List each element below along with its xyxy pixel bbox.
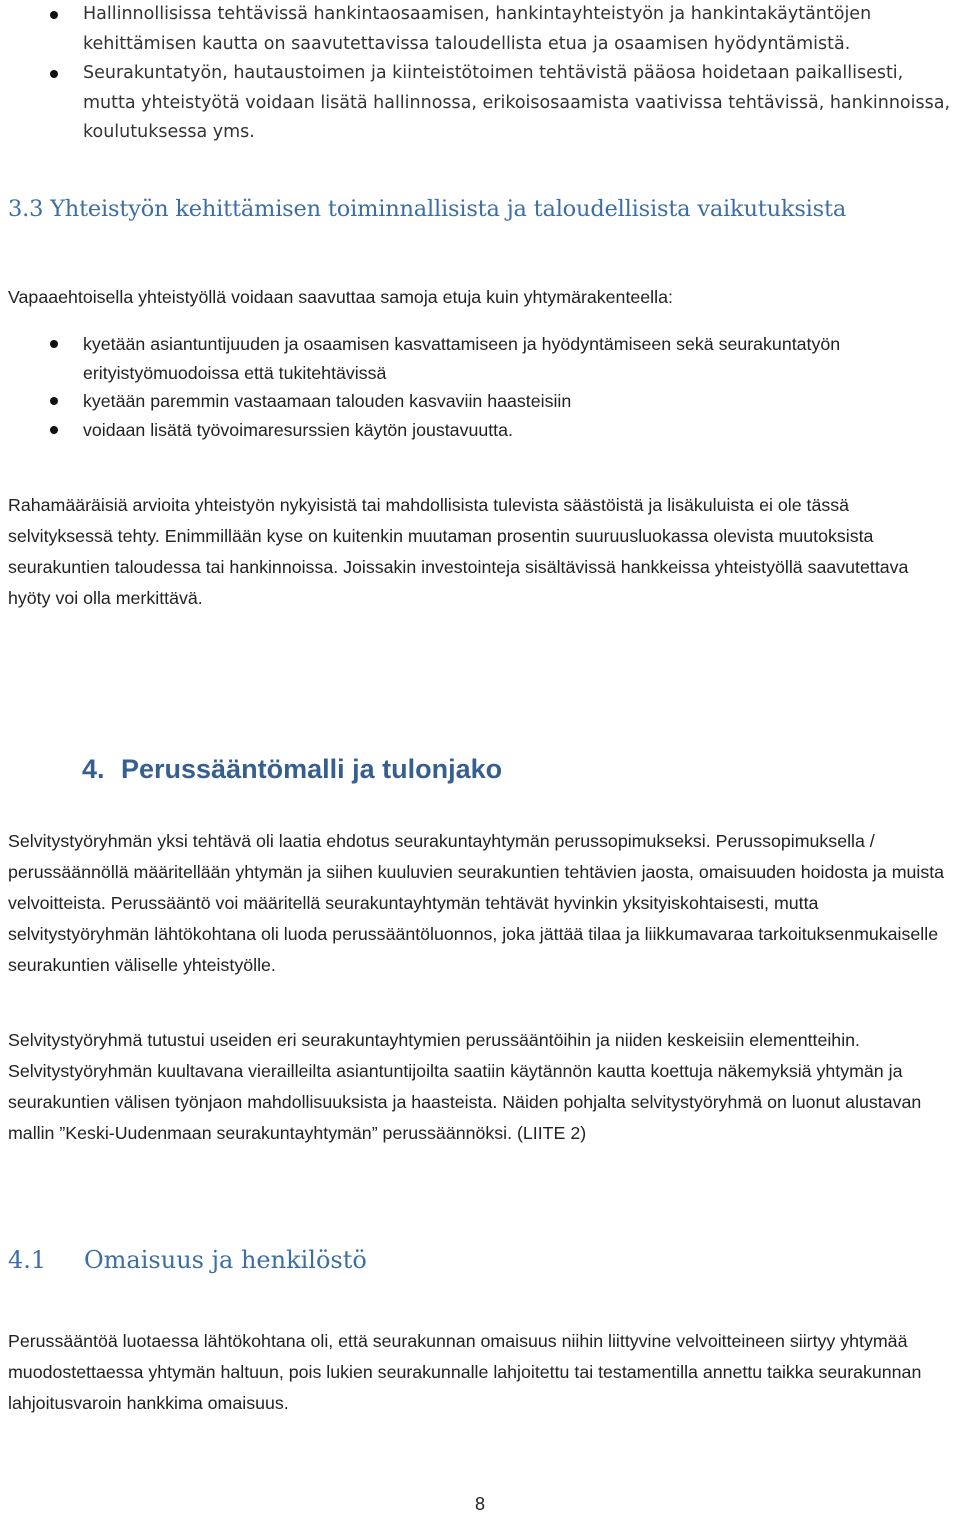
section-heading-3-3: 3.3 Yhteistyön kehittämisen toiminnallisista ja taloudellisista vaikutuksista bbox=[8, 196, 847, 222]
section-title: Omaisuus ja henkilöstö bbox=[84, 1246, 367, 1274]
list-item: Seurakuntatyön, hautaustoimen ja kiinteistötoimen tehtävistä pääosa hoidetaan paikallisesti, mutta yhteistyötä voidaan lisätä hallinnossa, erikoisosaamista vaativissa tehtävissä, hankinnoissa, koulutuksessa yms. bbox=[8, 59, 953, 148]
list-item: kyetään paremmin vastaamaan talouden kasvaviin haasteisiin bbox=[8, 387, 953, 416]
list-item: voidaan lisätä työvoimaresurssien käytön joustavuutta. bbox=[8, 416, 953, 445]
section-3-3-intro: Vapaaehtoisella yhteistyöllä voidaan saavuttaa samoja etuja kuin yhtymärakenteella: bbox=[8, 287, 673, 307]
top-bullet-list bbox=[8, 0, 953, 148]
section-4-paragraph-2: Selvitystyöryhmä tutustui useiden eri seurakuntayhtymien perussääntöihin ja niiden keskeisiin elementteihin. Selvitystyöryhmän kuultavana vierailleilta asiantuntijoilta saatiin käytännön kautta koettuja näkemyksiä yhtymän ja seurakuntien välisen työnjaon mahdollisuuksista ja haasteista. Näiden pohjalta selvitystyöryhmä on luonut alustavan mallin ”Keski-Uudenmaan seurakuntayhtymän” perussäännöksi. (LIITE 2) bbox=[8, 1030, 922, 1143]
section-4-1-paragraph: Perussääntöä luotaessa lähtökohtana oli, että seurakunnan omaisuus niihin liittyvine velvoitteineen siirtyy yhtymää muodostettaessa yhtymän haltuun, pois lukien seurakunnalle lahjoitettu tai testamentilla annettu taikka seurakunnan lahjoitusvaroin hankkima omaisuus. bbox=[8, 1331, 922, 1413]
section-number: 4. bbox=[82, 754, 105, 785]
section-3-3-bullet-list bbox=[8, 330, 953, 444]
section-3-3-paragraph: Rahamääräisiä arvioita yhteistyön nykyisistä tai mahdollisista tulevista säästöistä ja lisäkuluista ei ole tässä selvityksessä tehty. Enimmillään kyse on kuitenkin muutaman prosentin suuruusluokassa olevista muutoksista seurakuntien taloudessa tai hankinnoissa. Joissakin investointeja sisältävissä hankkeissa yhteistyöllä saavutettava hyöty voi olla merkittävä. bbox=[8, 495, 909, 608]
page-number: 8 bbox=[474, 1494, 485, 1514]
section-title: Perussääntömalli ja tulonjako bbox=[121, 754, 503, 785]
list-item: kyetään asiantuntijuuden ja osaamisen kasvattamiseen ja hyödyntämiseen sekä seurakuntatyön erityistyömuodoissa että tukitehtävissä bbox=[8, 330, 953, 387]
section-4-paragraph-1: Selvitystyöryhmän yksi tehtävä oli laatia ehdotus seurakuntayhtymän perussopimukseksi. Perussopimuksella / perussäännöllä määritellään yhtymän ja siihen kuuluvien seurakuntien tehtävien jaosta, omaisuuden hoidosta ja muista velvoitteista. Perussääntö voi määritellä seurakuntayhtymän tehtävät hyvinkin yksityiskohtaisesti, mutta selvitystyöryhmän lähtökohtana oli luoda perussääntöluonnos, joka jättää tilaa ja liikkumavaraa tarkoituksenmukaiselle seurakuntien väliselle yhteistyölle. bbox=[8, 831, 945, 975]
list-item: Hallinnollisissa tehtävissä hankintaosaamisen, hankintayhteistyön ja hankintakäytäntöjen kehittämisen kautta on saavutettavissa taloudellista etua ja osaamisen hyödyntämistä. bbox=[8, 0, 953, 59]
section-number: 4.1 bbox=[8, 1246, 47, 1274]
